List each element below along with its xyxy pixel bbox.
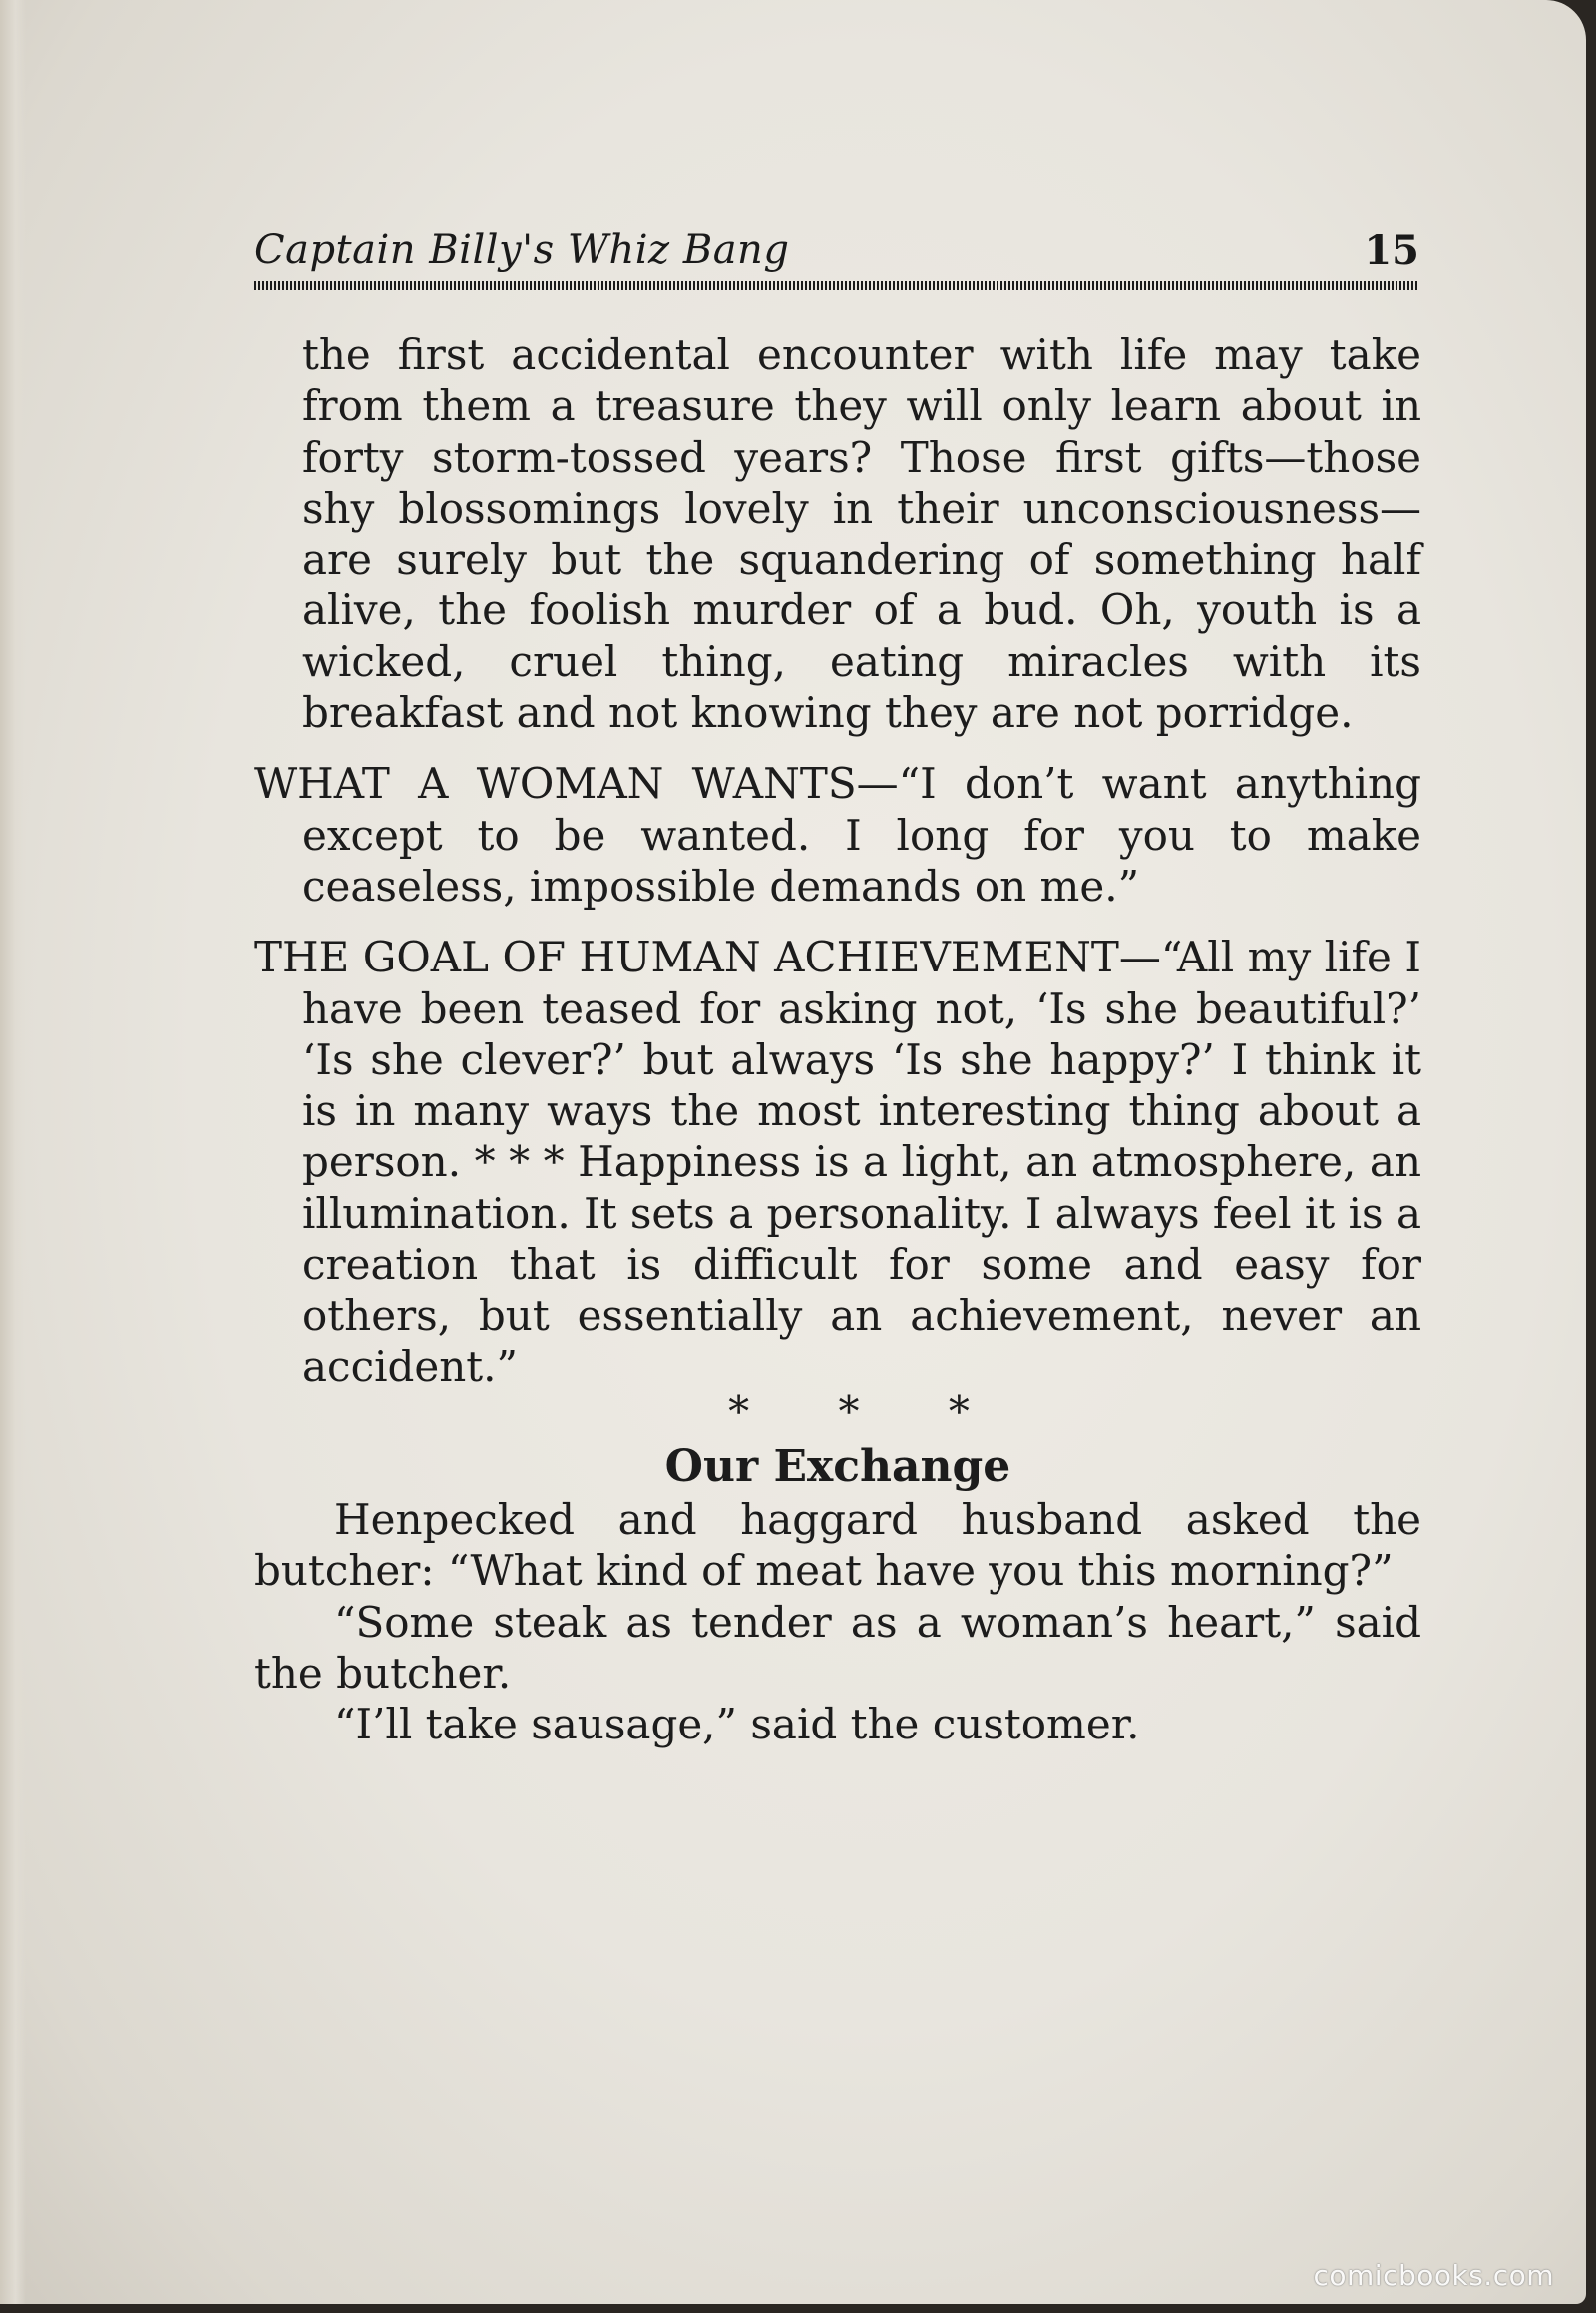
article-body: [254, 329, 1421, 1749]
goal-of-human-achievement-paragraph: THE GOAL OF HUMAN ACHIEVEMENT—“All my life I have been teased for asking not, ‘Is she beautiful?’ ‘Is she clever?’ but always ‘Is she happy?’ I think it is in many ways the most interesting thing about a person. * * * Happiness is a light, an atmosphere, an illumination. It sets a personality. I always feel it is a creation that is difficult for some and easy for others, but essentially an achievement, never an accident.”: [254, 933, 1421, 1391]
exchange-paragraph-1: Henpecked and haggard husband asked the butcher: “What kind of meat have you this morning?”: [254, 1494, 1421, 1596]
exchange-paragraph-3: “I’ll take sausage,” said the customer.: [334, 1700, 1140, 1749]
exchange-paragraph-2: “Some steak as tender as a woman’s heart,” said the butcher.: [254, 1597, 1421, 1698]
page-binding-edge: [0, 0, 26, 2304]
continued-paragraph: the first accidental encounter with life may take from them a treasure they will only learn about in forty storm-tossed years? Those first gifts—those shy blossomings lovely in their unconsciousness—are surely but the squandering of something half alive, the foolish murder of a bud. Oh, youth is a wicked, cruel thing, eating miracles with its breakfast and not knowing they are not porridge.: [302, 330, 1421, 738]
section-separator: * * *: [728, 1386, 1007, 1436]
page-number: 15: [1364, 227, 1419, 274]
magazine-title: Captain Billy's Whiz Bang: [254, 227, 790, 273]
section-heading: Our Exchange: [664, 1440, 1011, 1492]
header-rule: [254, 281, 1419, 290]
what-a-woman-wants-paragraph: WHAT A WOMAN WANTS—“I don’t want anything except to be wanted. I long for you to make ceaseless, impossible demands on me.”: [254, 759, 1421, 911]
running-header: [254, 227, 1419, 287]
watermark: comicbooks.com: [1313, 2259, 1554, 2292]
